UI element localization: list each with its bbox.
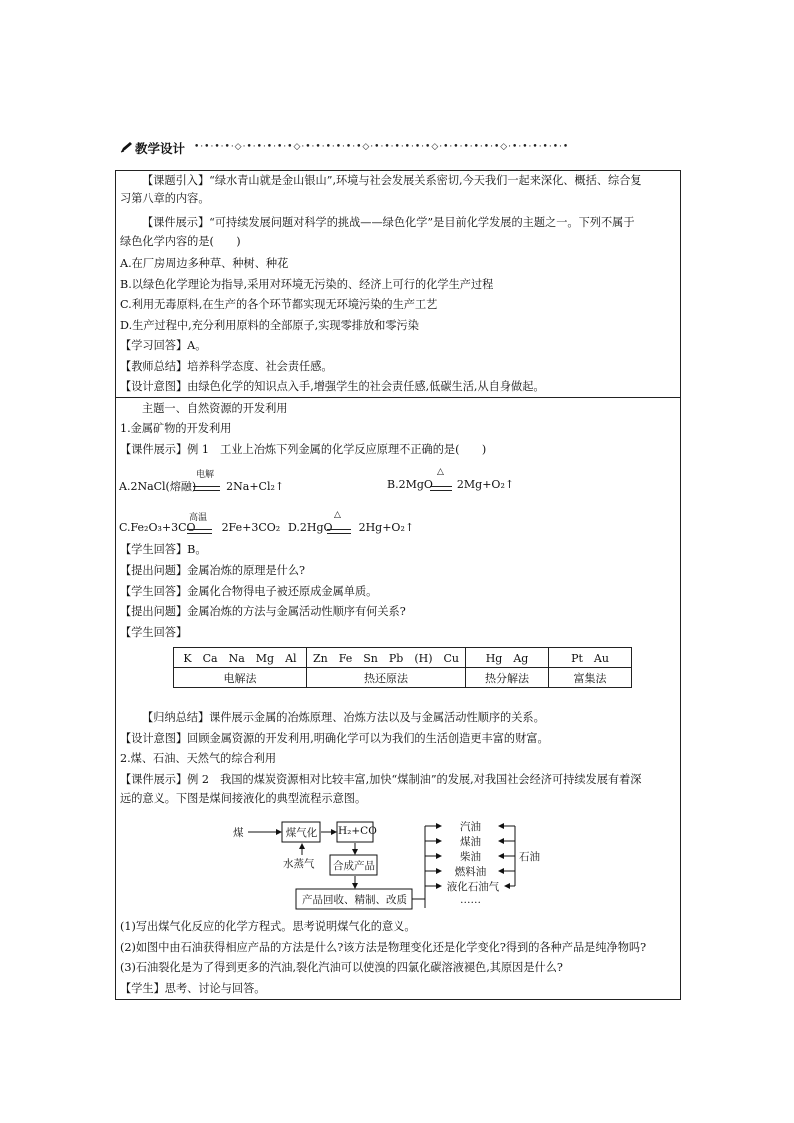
table-cell: 富集法	[549, 668, 632, 688]
equation-c-sign	[187, 529, 212, 534]
student-response: 【学生】思考、讨论与回答。	[120, 982, 266, 995]
product-ellipsis: ……	[460, 894, 481, 906]
question-1: 【提出问题】金属冶炼的原理是什么?	[120, 564, 305, 577]
example-2-line-2: 远的意义。下图是煤间接液化的典型流程示意图。	[120, 792, 367, 805]
flow-refining: 产品回收、精制、改质	[302, 894, 407, 906]
product-gasoline: 汽油	[460, 821, 481, 833]
lesson-box-intro	[115, 170, 681, 398]
problem-2: (2)如图中由石油获得相应产品的方法是什么?该方法是物理变化还是化学变化?得到的各种产品是纯净物吗?	[120, 941, 647, 954]
topic-title: 主题一、自然资源的开发利用	[142, 402, 288, 415]
coal-liquefaction-flowchart	[233, 818, 573, 918]
flow-petroleum: 石油	[519, 851, 540, 863]
equation-b-condition: △	[437, 467, 444, 477]
equation-a-condition: 电解	[196, 470, 215, 480]
equation-d-reactants: D.2HgO	[288, 521, 333, 534]
example-1: 【课件展示】例 1 工业上冶炼下列金属的化学反应原理不正确的是( )	[120, 443, 487, 456]
subtopic-1: 1.金属矿物的开发利用	[120, 422, 232, 435]
equation-c-reactants: C.Fe₂O₃+3CO	[119, 521, 196, 534]
equation-a-sign	[193, 486, 220, 491]
intro-line-2: 习第八章的内容。	[120, 192, 210, 205]
flow-steam: 水蒸气	[283, 858, 315, 870]
conclusion: 【归纳总结】课件展示金属的冶炼原理、冶炼方法以及与金属活动性顺序的关系。	[142, 711, 545, 724]
product-diesel: 柴油	[460, 851, 481, 863]
answer-1: 【学生回答】B。	[120, 543, 207, 556]
flow-gasification: 煤气化	[285, 827, 318, 839]
flow-syngas: H₂+CO	[338, 825, 377, 837]
design-intent-2: 【设计意图】回顾金属资源的开发利用,明确化学可以为我们的生活创造更丰富的财富。	[120, 732, 549, 745]
equation-d-products: 2Hg+O₂↑	[358, 521, 415, 534]
table-cell: Hg Ag	[466, 648, 549, 668]
equation-b-reactants: B.2MgO	[387, 478, 433, 491]
pen-icon	[120, 141, 133, 156]
product-kerosene: 煤油	[460, 836, 481, 848]
table-row	[174, 668, 632, 688]
section-header	[120, 139, 680, 157]
equation-b-products: 2Mg+O₂↑	[456, 478, 515, 491]
equation-a-products: 2Na+Cl₂↑	[226, 480, 285, 493]
equation-d	[288, 521, 414, 534]
equation-d-sign	[327, 529, 351, 534]
intro-line-1: 【课题引入】“绿水青山就是金山银山”,环境与社会发展关系密切,今天我们一起来深化、概括、综合复	[142, 174, 642, 187]
answer-2: 【学生回答】金属化合物得电子被还原成金属单质。	[120, 585, 378, 598]
table-cell: 热分解法	[466, 668, 549, 688]
table-cell: 电解法	[174, 668, 307, 688]
teacher-summary: 【教师总结】培养科学态度、社会责任感。	[120, 360, 333, 373]
flow-synthesis: 合成产品	[333, 860, 375, 872]
header-title: 教学设计	[120, 139, 185, 157]
header-dotted-rule: •·•·•·•·◇·•·•·•·•·•◇·•·•·•·•·•·•◇·•·•·•·•·•·•◇·•·•·•·•·•·•◇·•·•·•·•·•·•	[194, 142, 570, 150]
option-c: C.利用无毒原料,在生产的各个环节都实现无环境污染的生产工艺	[120, 298, 438, 311]
student-answer: 【学习回答】A。	[120, 339, 207, 352]
problem-3: (3)石油裂化是为了得到更多的汽油,裂化汽油可以使溴的四氯化碳溶液褪色,其原因是什么?	[120, 961, 563, 974]
question-2: 【提出问题】金属冶炼的方法与金属活动性顺序有何关系?	[120, 605, 406, 618]
product-fuel-oil: 燃料油	[454, 866, 487, 878]
table-row	[174, 648, 632, 668]
equation-c-condition: 高温	[189, 513, 208, 523]
option-b: B.以绿色化学理论为指导,采用对环境无污染的、经济上可行的化学生产过程	[120, 278, 494, 291]
table-cell: K Ca Na Mg Al	[174, 648, 307, 668]
answer-3: 【学生回答】	[120, 626, 188, 639]
equation-b-sign	[430, 486, 452, 491]
table-cell: Zn Fe Sn Pb (H) Cu	[307, 648, 466, 668]
problem-1: (1)写出煤气化反应的化学方程式。思考说明煤气化的意义。	[120, 920, 416, 933]
table-cell: 热还原法	[307, 668, 466, 688]
question-line-2: 绿色化学内容的是( )	[120, 235, 241, 248]
equation-d-condition: △	[334, 510, 341, 520]
metal-method-table	[173, 647, 632, 688]
product-lpg: 液化石油气	[446, 881, 500, 893]
design-intent: 【设计意图】由绿色化学的知识点入手,增强学生的社会责任感,低碳生活,从自身做起。	[120, 380, 545, 393]
question-line-1: 【课件展示】“可持续发展问题对科学的挑战——绿色化学”是目前化学发展的主题之一。下列不属于	[142, 216, 635, 229]
option-d: D.生产过程中,充分利用原料的全部原子,实现零排放和零污染	[120, 319, 419, 332]
equation-c-products: 2Fe+3CO₂	[221, 521, 281, 534]
example-2-line-1: 【课件展示】例 2 我国的煤炭资源相对比较丰富,加快“煤制油”的发展,对我国社会经济可持续发展有着深	[120, 773, 642, 786]
table-cell: Pt Au	[549, 648, 632, 668]
equation-a-reactants: A.2NaCl(熔融)	[119, 480, 197, 493]
subtopic-2: 2.煤、石油、天然气的综合利用	[120, 752, 277, 765]
option-a: A.在厂房周边多种草、种树、种花	[120, 257, 289, 270]
flow-coal: 煤	[233, 827, 244, 839]
